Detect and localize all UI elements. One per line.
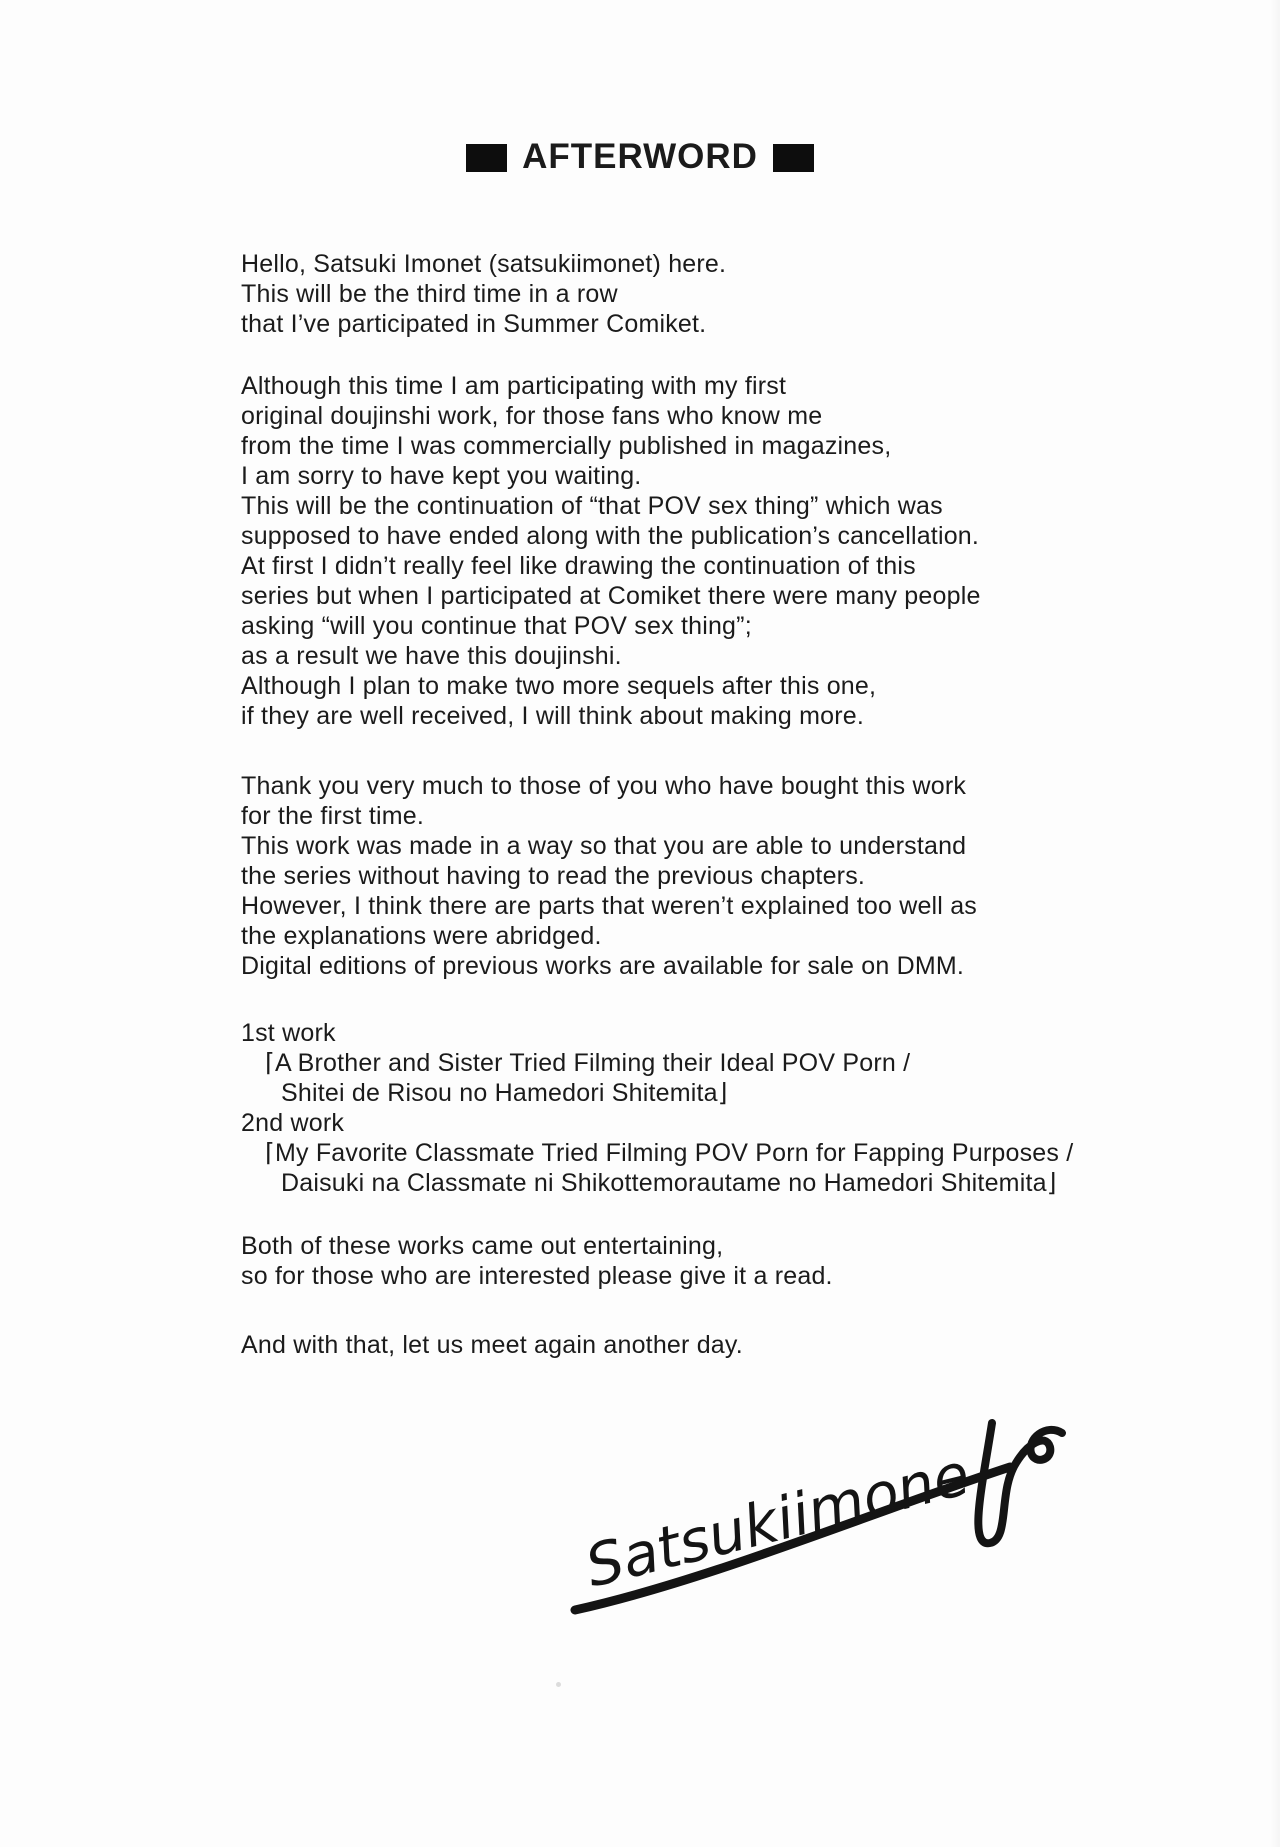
page-title — [0, 137, 1280, 176]
text-line: 1st work — [241, 1019, 336, 1047]
paragraph-greeting — [241, 249, 1231, 339]
paragraph-continuation — [241, 371, 1231, 731]
text-line: Although this time I am participating with my first — [241, 372, 787, 400]
text-line: original doujinshi work, for those fans who know me — [241, 402, 823, 430]
text-line: Both of these works came out entertaining, — [241, 1232, 724, 1260]
text-line: that I’ve participated in Summer Comiket. — [241, 310, 707, 338]
text-line: However, I think there are parts that weren’t explained too well as — [241, 892, 978, 920]
text-line: This work was made in a way so that you are able to understand — [241, 832, 967, 860]
author-signature — [540, 1395, 1100, 1635]
text-line: for the first time. — [241, 802, 425, 830]
black-square-decoration-left — [466, 144, 507, 172]
signature-flourish — [978, 1423, 1062, 1543]
text-line: This will be the third time in a row — [241, 280, 618, 308]
text-line: supposed to have ended along with the publication’s cancellation. — [241, 522, 980, 550]
text-line: asking “will you continue that POV sex thing”; — [241, 612, 752, 640]
paragraph-recommendation — [241, 1231, 1231, 1291]
text-line: Hello, Satsuki Imonet (satsukiimonet) here. — [241, 250, 727, 278]
paragraph-previous-works — [241, 1018, 1231, 1198]
text-line: the series without having to read the previous chapters. — [241, 862, 866, 890]
text-line: At first I didn’t really feel like drawing the continuation of this — [241, 552, 916, 580]
text-line: Digital editions of previous works are available for sale on DMM. — [241, 952, 965, 980]
text-line: the explanations were abridged. — [241, 922, 602, 950]
black-square-decoration-right — [773, 144, 814, 172]
scan-speck — [556, 1682, 561, 1687]
text-line: from the time I was commercially published in magazines, — [241, 432, 892, 460]
text-line: series but when I participated at Comiket there were many people — [241, 582, 981, 610]
text-line: so for those who are interested please give it a read. — [241, 1262, 833, 1290]
text-line: This will be the continuation of “that POV sex thing” which was — [241, 492, 943, 520]
text-line: Shitei de Risou no Hamedori Shitemita⌋ — [281, 1079, 728, 1107]
text-line: as a result we have this doujinshi. — [241, 642, 622, 670]
text-line: if they are well received, I will think about making more. — [241, 702, 864, 730]
text-line: ⌈A Brother and Sister Tried Filming their Ideal POV Porn / — [265, 1049, 911, 1077]
paragraph-thanks — [241, 771, 1231, 981]
text-line: And with that, let us meet again another day. — [241, 1331, 743, 1359]
page-title-text: AFTERWORD — [522, 137, 758, 176]
text-line: Thank you very much to those of you who have bought this work — [241, 772, 967, 800]
signature-name-text: Satsukiimone — [578, 1439, 977, 1601]
text-line: Daisuki na Classmate ni Shikottemorautame no Hamedori Shitemita⌋ — [281, 1169, 1057, 1197]
paragraph-farewell — [241, 1330, 1231, 1360]
text-line: 2nd work — [241, 1109, 345, 1137]
text-line: ⌈My Favorite Classmate Tried Filming POV Porn for Fapping Purposes / — [265, 1139, 1074, 1167]
afterword-body — [241, 249, 1231, 1360]
text-line: I am sorry to have kept you waiting. — [241, 462, 642, 490]
text-line: Although I plan to make two more sequels after this one, — [241, 672, 877, 700]
